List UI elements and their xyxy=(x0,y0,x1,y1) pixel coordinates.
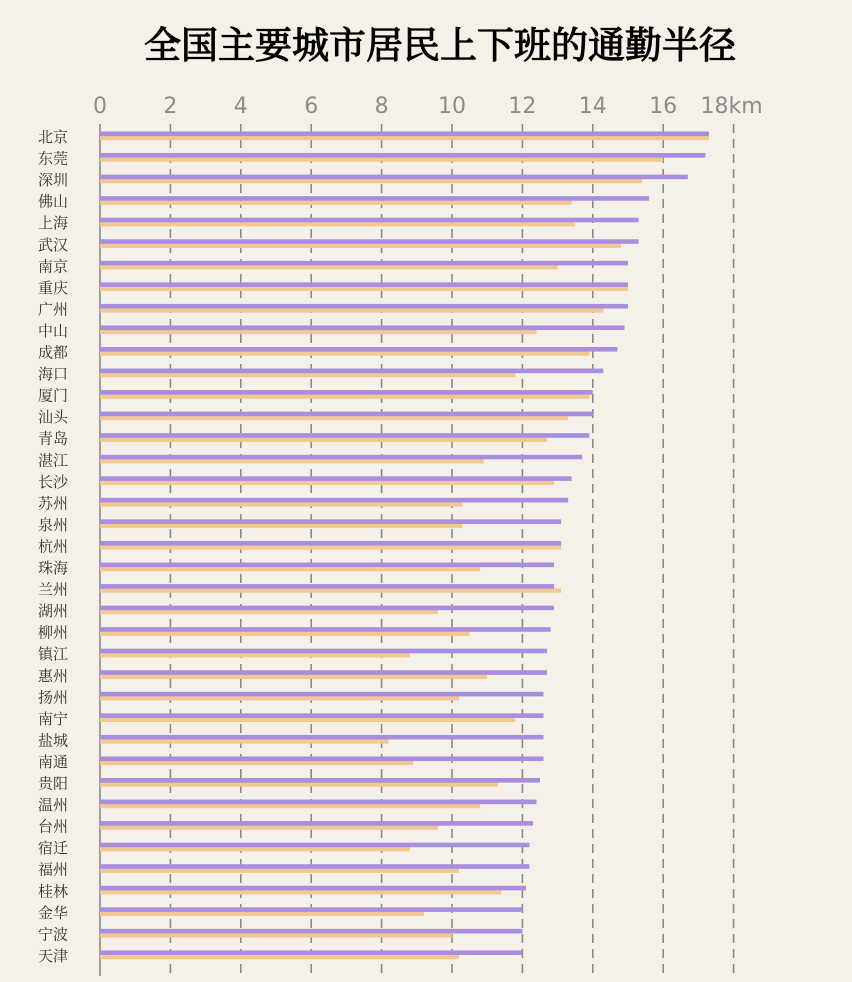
x-tick-label: 2 xyxy=(163,94,178,119)
bar-series-b xyxy=(100,330,536,334)
category-label: 中山 xyxy=(38,321,69,340)
x-tick-label: 12 xyxy=(508,94,537,119)
bar-series-b xyxy=(100,610,438,614)
bar-series-b xyxy=(100,869,459,873)
bar-series-a xyxy=(100,907,522,912)
bar-series-a xyxy=(100,218,639,223)
category-label: 镇江 xyxy=(38,645,69,664)
category-label: 宿迁 xyxy=(38,839,69,858)
bar-series-b xyxy=(100,459,484,463)
category-label: 南宁 xyxy=(38,709,69,728)
bar-series-a xyxy=(100,778,540,783)
category-label: 福州 xyxy=(38,860,69,879)
bar-series-a xyxy=(100,498,568,503)
x-tick-label: 16 xyxy=(649,94,678,119)
x-tick-label: 14 xyxy=(578,94,607,119)
bar-series-a xyxy=(100,175,688,180)
bar-series-a xyxy=(100,153,705,158)
x-tick-label: 0 xyxy=(93,94,107,119)
bar-series-a xyxy=(100,843,529,848)
bar-series-b xyxy=(100,308,603,312)
bar-series-b xyxy=(100,158,663,162)
category-label: 杭州 xyxy=(38,537,69,556)
bar-series-a xyxy=(100,735,544,740)
category-labels xyxy=(38,128,69,965)
category-label: 桂林 xyxy=(38,882,69,901)
bar-series-b xyxy=(100,761,413,765)
bar-series-b xyxy=(100,481,554,485)
category-label: 东莞 xyxy=(38,149,69,168)
category-label: 南京 xyxy=(38,257,69,276)
bar-series-a xyxy=(100,627,551,632)
bar-series-b xyxy=(100,718,515,722)
bar-series-a xyxy=(100,692,544,697)
bar-series-b xyxy=(100,589,561,593)
category-label: 盐城 xyxy=(38,731,69,750)
bar-series-b xyxy=(100,222,575,226)
bar-series-b xyxy=(100,783,498,787)
bar-series-a xyxy=(100,929,522,934)
bar-series-a xyxy=(100,800,536,805)
bar-series-b xyxy=(100,136,709,140)
category-label: 泉州 xyxy=(38,515,69,534)
bar-series-a xyxy=(100,347,617,352)
category-label: 温州 xyxy=(38,796,69,815)
category-label: 厦门 xyxy=(38,386,69,405)
bar-series-b xyxy=(100,632,470,636)
bar-series-b xyxy=(100,524,463,528)
category-label: 深圳 xyxy=(38,171,69,190)
bar-series-a xyxy=(100,821,533,826)
bar-series-a xyxy=(100,670,547,675)
category-label: 海口 xyxy=(38,365,69,384)
bar-series-a xyxy=(100,563,554,568)
bar-series-b xyxy=(100,373,515,377)
bar-series-a xyxy=(100,950,522,955)
bar-series-a xyxy=(100,239,639,244)
bar-series-b xyxy=(100,696,459,700)
x-tick-label: 4 xyxy=(233,94,248,119)
bar-series-a xyxy=(100,584,554,589)
bar-series-b xyxy=(100,287,628,291)
bar-series-a xyxy=(100,325,624,330)
category-label: 台州 xyxy=(38,817,69,836)
bar-series-b xyxy=(100,653,410,657)
category-label: 金华 xyxy=(38,903,69,922)
bar-series-a xyxy=(100,476,572,481)
chart-title: 全国主要城市居民上下班的通勤半径 xyxy=(144,24,736,67)
bar-series-b xyxy=(100,933,452,937)
bar-series-a xyxy=(100,649,547,654)
bar-series-b xyxy=(100,890,501,894)
category-label: 长沙 xyxy=(38,472,69,491)
bar-series-a xyxy=(100,864,529,869)
bar-series-a xyxy=(100,369,603,374)
category-label: 广州 xyxy=(38,300,69,319)
bar-series-b xyxy=(100,675,487,679)
bar-series-a xyxy=(100,433,589,438)
bar-series-b xyxy=(100,244,621,248)
category-label: 天津 xyxy=(38,946,69,965)
bar-series-b xyxy=(100,352,589,356)
bar-series-a xyxy=(100,196,649,201)
bar-series-a xyxy=(100,261,628,266)
bar-series-b xyxy=(100,201,572,205)
category-label: 上海 xyxy=(38,214,69,233)
bar-series-a xyxy=(100,132,709,137)
bar-series-a xyxy=(100,713,544,718)
x-tick-label: 18km xyxy=(700,94,763,119)
category-label: 佛山 xyxy=(38,192,69,211)
bar-series-b xyxy=(100,847,410,851)
bar-series-b xyxy=(100,955,459,959)
bar-series-a xyxy=(100,756,544,761)
category-label: 苏州 xyxy=(38,494,69,513)
x-tick-label: 6 xyxy=(304,94,319,119)
category-label: 宁波 xyxy=(38,925,69,944)
category-label: 青岛 xyxy=(38,429,69,448)
bar-series-a xyxy=(100,304,628,309)
bar-series-b xyxy=(100,545,561,549)
bar-series-a xyxy=(100,282,628,287)
bar-series-a xyxy=(100,412,593,417)
category-label: 兰州 xyxy=(38,580,69,599)
bar-series-a xyxy=(100,541,561,546)
bar-series-b xyxy=(100,395,589,399)
category-label: 贵阳 xyxy=(38,774,69,793)
bar-series-b xyxy=(100,265,558,269)
category-label: 湛江 xyxy=(38,451,69,470)
bar-series-a xyxy=(100,606,554,611)
category-label: 北京 xyxy=(38,128,69,146)
bar-series-a xyxy=(100,519,561,524)
bar-series-a xyxy=(100,886,526,891)
bar-series-b xyxy=(100,502,463,506)
category-label: 成都 xyxy=(38,343,69,362)
bar-series-b xyxy=(100,438,547,442)
x-tick-label: 8 xyxy=(374,94,389,119)
category-label: 汕头 xyxy=(38,408,69,427)
x-tick-label: 10 xyxy=(438,94,466,119)
bar-series-b xyxy=(100,804,480,808)
category-label: 武汉 xyxy=(38,235,69,254)
bar-series-b xyxy=(100,826,438,830)
bar-series-a xyxy=(100,455,582,460)
category-label: 南通 xyxy=(38,752,69,771)
category-label: 珠海 xyxy=(38,559,69,577)
bar-series-a xyxy=(100,390,593,395)
category-label: 柳州 xyxy=(38,623,69,642)
bar-series-b xyxy=(100,739,389,743)
category-label: 重庆 xyxy=(38,278,69,297)
bar-series-b xyxy=(100,912,424,916)
category-label: 湖州 xyxy=(38,602,69,621)
category-label: 扬州 xyxy=(38,688,69,707)
bar-series-b xyxy=(100,179,642,183)
category-label: 惠州 xyxy=(38,666,69,685)
bar-series-b xyxy=(100,567,480,571)
bar-series-b xyxy=(100,416,568,420)
